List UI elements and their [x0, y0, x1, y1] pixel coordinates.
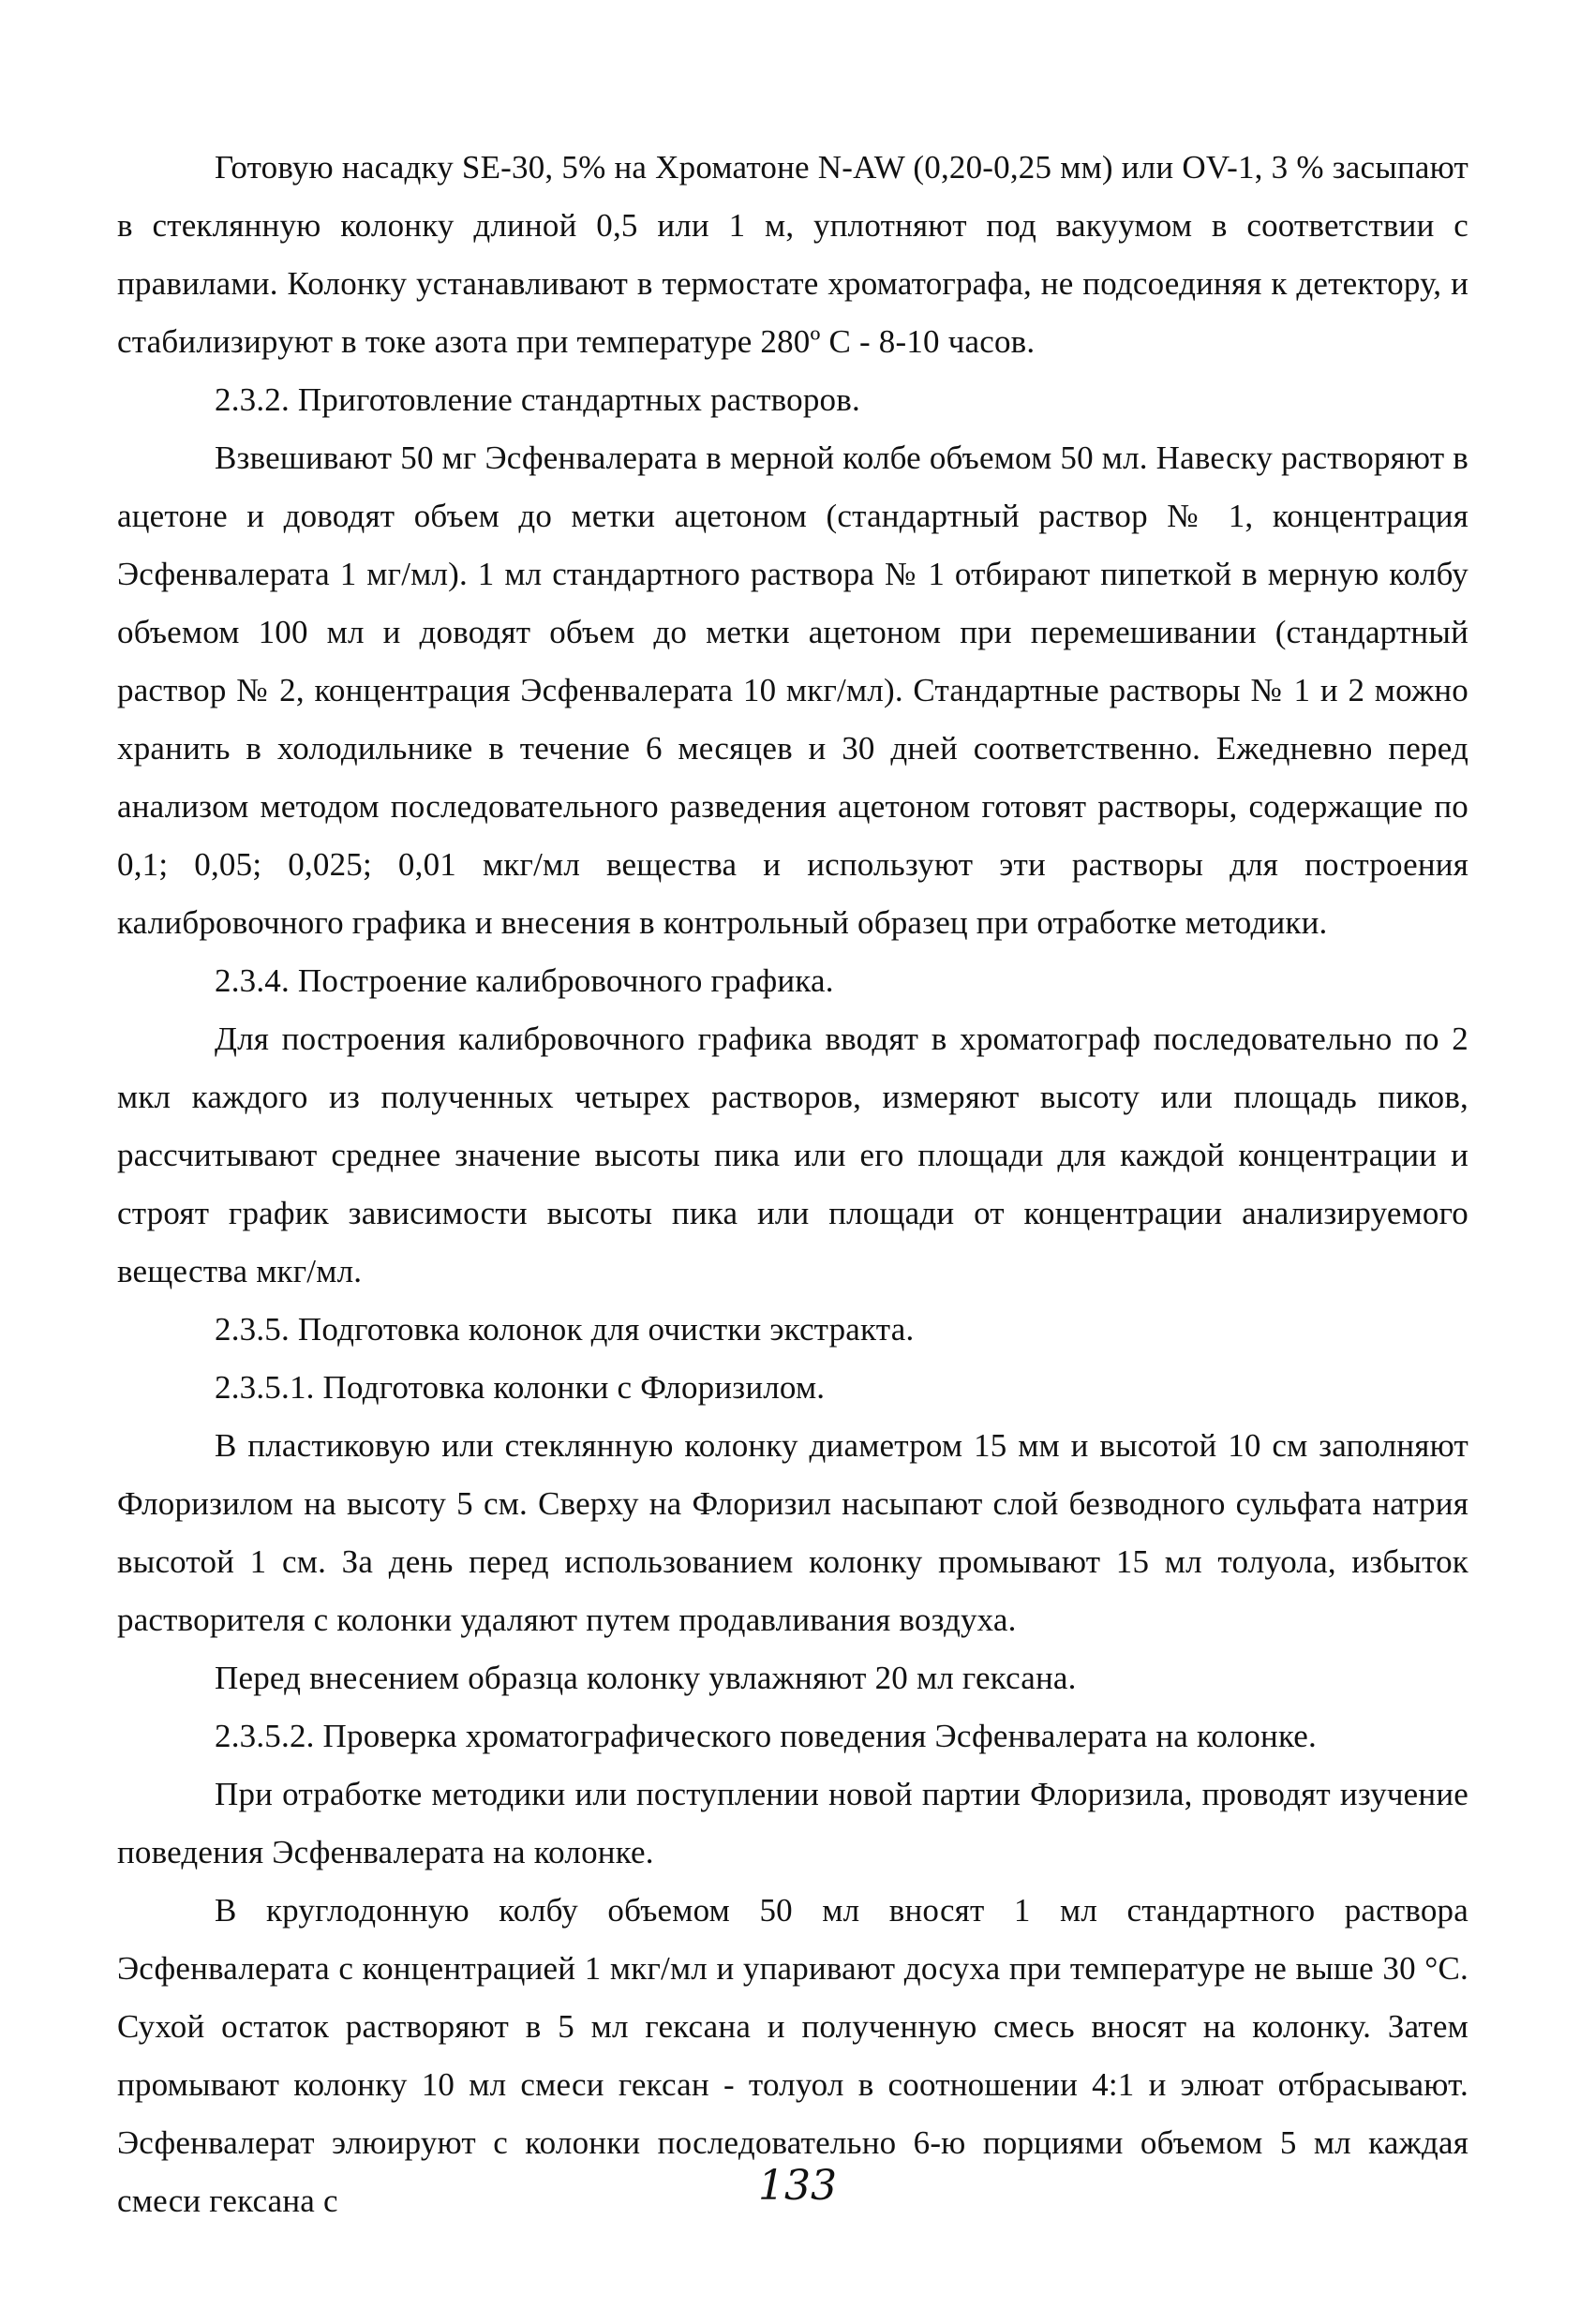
section-heading-2-3-4: 2.3.4. Построение калибровочного графика. — [215, 962, 834, 999]
section-heading-2-3-5-1: 2.3.5.1. Подготовка колонки с Флоризилом. — [215, 1369, 826, 1406]
section-heading-2-3-5: 2.3.5. Подготовка колонок для очистки экстракта. — [215, 1311, 915, 1348]
paragraph-elution-procedure: В круглодонную колбу объемом 50 мл вносят 1 мл стандартного раствора Эсфенвалерата с концентрацией 1 мкг/мл и упаривают досуха при температуре не выше 30 °С. Сухой остаток растворяют в 5 мл гексана и полученную смесь вносят на колонку. Затем промывают колонку 10 мл смеси гексан - толуол в соотношении 4:1 и элюат отбрасывают. Эсфенвалерат элюируют с колонки последовательно 6-ю порциями объемом 5 мл каждая смеси гексана с — [117, 1892, 1468, 2219]
paragraph-column-preparation: Готовую насадку SE-30, 5% на Хроматоне N-AW (0,20-0,25 мм) или OV-1, 3 % засыпают в стеклянную колонку длиной 0,5 или 1 м, уплотняют под вакуумом в соответствии с правилами. Колонку устанавливают в термостате хроматографа, не подсоединяя к детектору, и стабилизируют в токе азота при температуре 280º С - 8-10 часов. — [117, 149, 1468, 360]
paragraph-calibration-graph: Для построения калибровочного графика вводят в хроматограф последовательно по 2 мкл каждого из полученных четырех растворов, измеряют высоту или площадь пиков, рассчитывают среднее значение высоты пика или его площади для каждой концентрации и строят график зависимости высоты пика или площади от концентрации анализируемого вещества мкг/мл. — [117, 1020, 1468, 1289]
paragraph-method-check: При отработке методики или поступлении новой партии Флоризила, проводят изучение поведения Эсфенвалерата на колонке. — [117, 1776, 1468, 1870]
paragraph-moisten-column: Перед внесением образца колонку увлажняют 20 мл гексана. — [215, 1660, 1077, 1696]
paragraph-florisil-column: В пластиковую или стеклянную колонку диаметром 15 мм и высотой 10 см заполняют Флоризилом на высоту 5 см. Сверху на Флоризил насыпают слой безводного сульфата натрия высотой 1 см. За день перед использованием колонку промывают 15 мл толуола, избыток растворителя с колонки удаляют путем продавливания воздуха. — [117, 1427, 1468, 1638]
paragraph-standard-solutions: Взвешивают 50 мг Эсфенвалерата в мерной колбе объемом 50 мл. Навеску растворяют в ацетоне и доводят объем до метки ацетоном (стандартный раствор № 1, концентрация Эсфенвалерата 1 мг/мл). 1 мл стандартного раствора № 1 отбирают пипеткой в мерную колбу объемом 100 мл и доводят объем до метки ацетоном при перемешивании (стандартный раствор № 2, концентрация Эсфенвалерата 10 мкг/мл). Стандартные растворы № 1 и 2 можно хранить в холодильнике в течение 6 месяцев и 30 дней соответственно. Ежедневно перед анализом методом последовательного разведения ацетоном готовят растворы, содержащие по 0,1; 0,05; 0,025; 0,01 мкг/мл вещества и используют эти растворы для построения калибровочного графика и внесения в контрольный образец при отработке методики. — [117, 439, 1468, 941]
section-heading-2-3-5-2: 2.3.5.2. Проверка хроматографического поведения Эсфенвалерата на колонке. — [215, 1718, 1317, 1754]
section-heading-2-3-2: 2.3.2. Приготовление стандартных растворов. — [215, 381, 860, 418]
page-number: 133 — [758, 2162, 837, 2210]
body-text — [117, 139, 1468, 2230]
